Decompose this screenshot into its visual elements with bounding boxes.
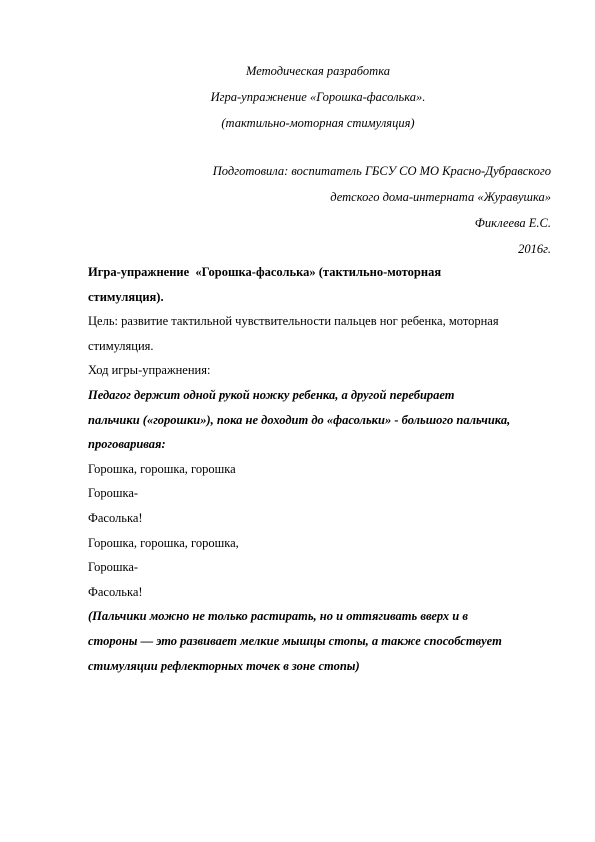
verse-1-line-1: Горошка, горошка, горошка xyxy=(88,461,236,476)
author-line-3: Фиклеева Е.С. xyxy=(474,216,551,230)
author-line-2: детского дома-интерната «Журавушка» xyxy=(330,190,551,204)
verse-1-line-3: Фасолька! xyxy=(88,510,143,525)
instruction-line-2: пальчики («горошки»), пока не доходит до «фасольки» - большого пальчика, xyxy=(88,412,511,427)
goal-line-1: Цель: развитие тактильной чувствительности пальцев ног ребенка, моторная xyxy=(88,314,499,329)
document-body xyxy=(88,260,558,678)
title-line-1: Игра-упражнение «Горошка-фасолька» (тактильно-моторная xyxy=(88,265,442,279)
author-line-1: Подготовила: воспитатель ГБСУ СО МО Красно-Дубравского xyxy=(212,164,551,178)
note-line-3: стимуляции рефлекторных точек в зоне стопы) xyxy=(88,658,360,673)
verse-2-line-2: Горошка- xyxy=(88,560,139,575)
verse-1-line-2: Горошка- xyxy=(88,486,139,501)
instruction-line-3: проговаривая: xyxy=(88,437,166,452)
document-header xyxy=(0,58,595,136)
header-line-1: Методическая разработка xyxy=(246,64,390,78)
header-line-3: (тактильно-моторная стимуляция) xyxy=(221,116,415,130)
author-block xyxy=(71,158,551,262)
instruction-line-1: Педагог держит одной рукой ножку ребенка, а другой перебирает xyxy=(88,387,455,402)
note-line-1: (Пальчики можно не только растирать, но и оттягивать вверх и в xyxy=(88,609,468,624)
title-line-2: стимуляция). xyxy=(88,289,164,304)
goal-line-2: стимуляция. xyxy=(88,338,154,353)
note-line-2: стороны — это развивает мелкие мышцы стопы, а также способствует xyxy=(88,633,502,648)
author-line-4: 2016г. xyxy=(518,242,551,256)
verse-2-line-3: Фасолька! xyxy=(88,584,143,599)
process-heading: Ход игры-упражнения: xyxy=(88,363,211,378)
header-line-2: Игра-упражнение «Горошка-фасолька». xyxy=(210,90,426,104)
verse-2-line-1: Горошка, горошка, горошка, xyxy=(88,535,239,550)
